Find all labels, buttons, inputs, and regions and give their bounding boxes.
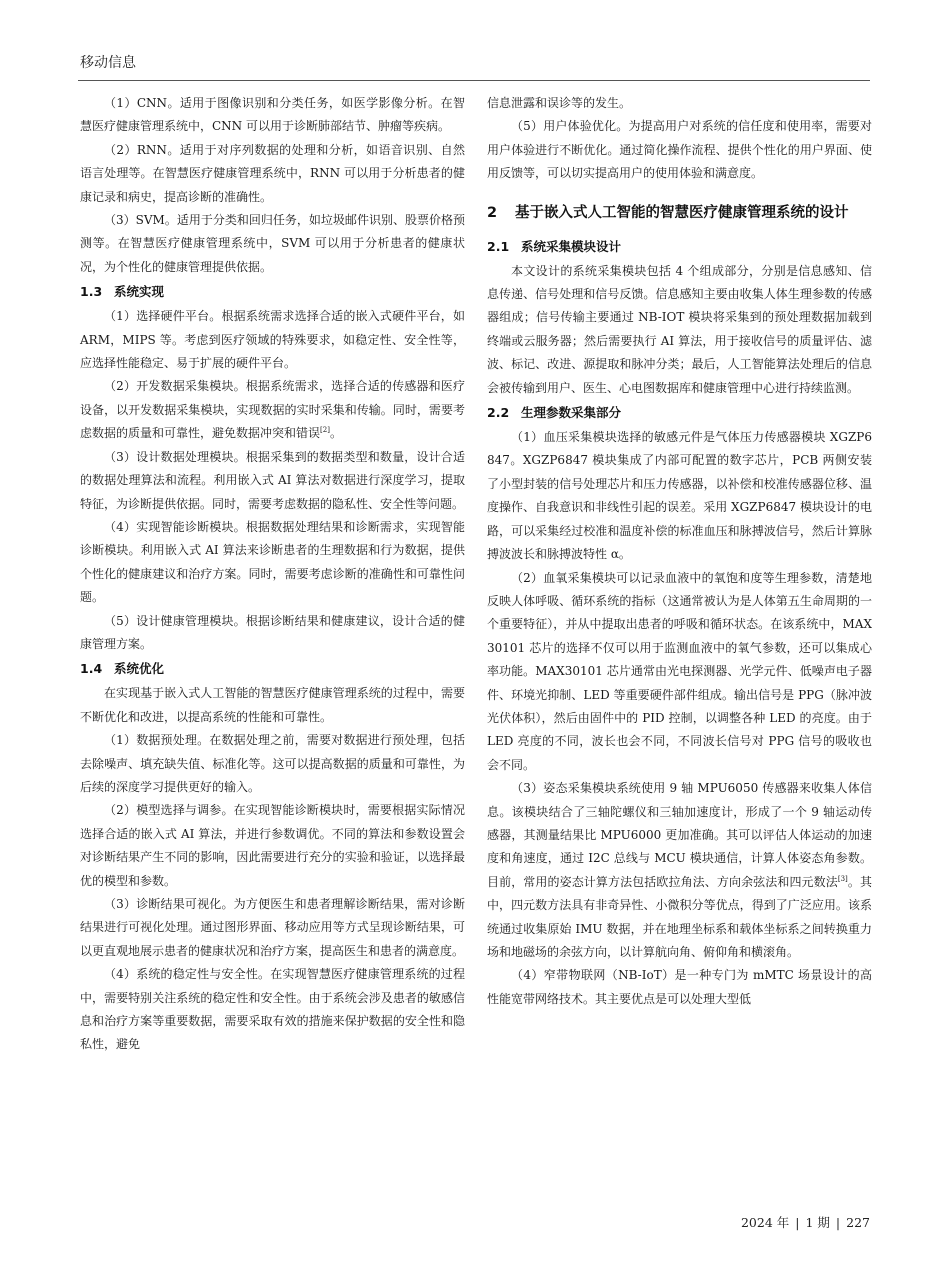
paragraph-2-2-1: （1）血压采集模块选择的敏感元件是气体压力传感器模块 XGZP6847。XGZP6847 模块集成了内部可配置的数字芯片，PCB 两侧安装了小型封装的信号处理芯片和压力传感器，以补偿和校准传感器位移、温度操作、自我意识和非线性引起的误差。采用 XGZP6847 模块设计的电路，可以采集经过校准和温度补偿的标准血压和脉搏波信号，然后计算脉搏波波长和脉搏波特性 α。 bbox=[487, 430, 872, 562]
citation-ref: [3] bbox=[837, 874, 848, 883]
paragraph-svm: （3）SVM。适用于分类和回归任务，如垃圾邮件识别、股票价格预测等。在智慧医疗健康管理系统中，SVM 可以用于分析患者的健康状况，为个性化的健康管理提供依据。 bbox=[80, 213, 465, 274]
paragraph-text: （3）姿态采集模块系统使用 9 轴 MPU6050 传感器来收集人体信息。该模块结合了三轴陀螺仪和三轴加速度计，形成了一个 9 轴运动传感器，其测量结果比 MPU6000 更加准确。其可以评估人体运动的加速度和角速度，通过 I2C 总线与 MCU 模块通信，计算人体姿态角参数。目前，常用的姿态计算方法包括欧拉角法、方向余弦法和四元数法 bbox=[487, 781, 872, 889]
paragraph-text-cont: 。其中，四元数方法具有非奇异性、小微积分等优点，得到了广泛应用。该系统通过收集原始 IMU 数据，并在地理坐标系和载体坐标系之间转换重力场和地磁场的余弦方向，以计算航向角、俯仰角和横滚角。 bbox=[487, 874, 872, 959]
section-number: 1.4 bbox=[80, 661, 103, 677]
paragraph-end: 。 bbox=[329, 426, 342, 441]
paragraph-1-4-3: （3）诊断结果可视化。为方便医生和患者理解诊断结果，需对诊断结果进行可视化处理。通过图形界面、移动应用等方式呈现诊断结果，可以更直观地展示患者的健康状况和治疗方案，提高医生和患者的满意度。 bbox=[80, 897, 465, 958]
paragraph-1-3-5: （5）设计健康管理模块。根据诊断结果和健康建议，设计合适的健康管理方案。 bbox=[80, 613, 465, 651]
paragraph-1-3-3: （3）设计数据处理模块。根据采集到的数据类型和数量，设计合适的数据处理算法和流程。利用嵌入式 AI 算法对数据进行深度学习，提取特征，为诊断提供依据。同时，需要考虑数据的隐私性、安全性等问题。 bbox=[80, 449, 465, 511]
footer-year: 2024 年 bbox=[740, 1215, 790, 1230]
section-number: 1.3 bbox=[80, 284, 103, 300]
header-rule bbox=[78, 80, 870, 81]
section-heading-1-4 bbox=[80, 656, 465, 682]
paragraph-2-2-4: （4）窄带物联网（NB-IoT）是一种专门为 mMTC 场景设计的高性能宽带网络技术。其主要优点是可以处理大型低 bbox=[487, 968, 872, 1006]
paragraph-continued: 信息泄露和误诊等的发生。 bbox=[487, 96, 632, 110]
journal-header: 移动信息 bbox=[80, 55, 136, 71]
paragraph-1-4-4: （4）系统的稳定性与安全性。在实现智慧医疗健康管理系统的过程中，需要特别关注系统的稳定性和安全性。由于系统会涉及患者的敏感信息和治疗方案等重要数据，需要采取有效的措施来保护数据的安全性和隐私性，避免 bbox=[80, 967, 465, 1052]
section-number: 2 bbox=[487, 204, 498, 221]
paragraph-2-2-3 bbox=[487, 777, 872, 964]
paragraph-1-4-2: （2）模型选择与调参。在实现智能诊断模块时，需要根据实际情况选择合适的嵌入式 AI 算法，并进行参数调优。不同的算法和参数设置会对诊断结果产生不同的影响，因此需要进行充分的实验和验证，以选择最优的模型和参数。 bbox=[80, 803, 465, 888]
paragraph-1-4-1: （1）数据预处理。在数据处理之前，需要对数据进行预处理，包括去除噪声、填充缺失值、标准化等。这可以提高数据的质量和可靠性，为后续的深度学习提供更好的输入。 bbox=[80, 733, 465, 794]
section-title: 基于嵌入式人工智能的智慧医疗健康管理系统的设计 bbox=[515, 204, 849, 221]
section-heading-1-3 bbox=[80, 279, 465, 305]
section-title: 系统优化 bbox=[114, 661, 165, 677]
paragraph-text: （2）开发数据采集模块。根据系统需求，选择合适的传感器和医疗设备，以开发数据采集模块，实现数据的实时采集和传输。同时，需要考虑数据的质量和可靠性，避免数据冲突和错误 bbox=[80, 379, 465, 441]
section-heading-2-2 bbox=[487, 400, 872, 426]
citation-ref: [2] bbox=[320, 426, 330, 435]
paragraph-2-1: 本文设计的系统采集模块包括 4 个组成部分，分别是信息感知、信息传递、信号处理和信号反馈。信息感知主要由收集人体生理参数的传感器组成；信号传输主要通过 NB-IOT 模块将采集到的预处理数据加载到终端或云服务器；然后需要执行 AI 算法，用于接收信号的质量评估、滤波、标记、改进、源提取和脉冲分类；最后，人工智能算法处理后的信息会被传输到用户、医生、心电图数据库和健康管理中心进行持续监测。 bbox=[487, 263, 872, 395]
section-title: 系统采集模块设计 bbox=[521, 238, 622, 254]
section-heading-2 bbox=[487, 200, 872, 226]
paragraph-2-2-2: （2）血氧采集模块可以记录血液中的氧饱和度等生理参数，清楚地反映人体呼吸、循环系统的指标（这通常被认为是人体第五生命周期的一个重要特征），并从中提取出患者的呼吸和循环状态。在该系统中，MAX30101 芯片的选择不仅可以用于监测血液中的氧气参数，还可以集成心率功能。MAX30101 芯片通常由光电探测器、光学元件、低噪声电子器件、环境光抑制、LED 等重要硬件部件组成。输出信号是 PPG（脉冲波光伏体积），然后由固件中的 PID 控制，以调整各种 LED 的亮度。由于 LED 亮度的不同，波长也会不同，不同波长信号对 PPG 信号的吸收也会不同。 bbox=[487, 570, 872, 772]
paragraph-1-3-1: （1）选择硬件平台。根据系统需求选择合适的嵌入式硬件平台，如 ARM，MIPS 等。考虑到医疗领域的特殊要求，如稳定性、安全性等，应选择性能稳定、易于扩展的硬件平台。 bbox=[80, 309, 465, 371]
right-column bbox=[487, 92, 872, 1011]
paragraph-1-4-intro: 在实现基于嵌入式人工智能的智慧医疗健康管理系统的过程中，需要不断优化和改进，以提高系统的性能和可靠性。 bbox=[80, 686, 465, 724]
paragraph-user-experience: （5）用户体验优化。为提高用户对系统的信任度和使用率，需要对用户体验进行不断优化。通过简化操作流程、提供个性化的用户界面、使用反馈等，可以切实提高用户的使用体验和满意度。 bbox=[487, 119, 872, 181]
section-title: 系统实现 bbox=[114, 284, 165, 300]
section-number: 2.1 bbox=[487, 238, 510, 254]
paragraph-1-3-2 bbox=[80, 375, 465, 445]
paragraph-1-3-4: （4）实现智能诊断模块。根据数据处理结果和诊断需求，实现智能诊断模块。利用嵌入式 AI 算法来诊断患者的生理数据和行为数据，提供个性化的健康建议和治疗方案。同时，需要考虑诊断的准确性和可靠性问题。 bbox=[80, 519, 465, 605]
footer-separator: | bbox=[795, 1215, 800, 1230]
paragraph-rnn: （2）RNN。适用于对序列数据的处理和分析，如语音识别、自然语言处理等。在智慧医疗健康管理系统中，RNN 可以用于分析患者的健康记录和病史，提高诊断的准确性。 bbox=[80, 142, 465, 204]
page-footer bbox=[741, 1213, 870, 1231]
page-number: 227 bbox=[846, 1215, 870, 1230]
section-title: 生理参数采集部分 bbox=[521, 405, 622, 421]
left-column bbox=[80, 92, 465, 1057]
section-heading-2-1 bbox=[487, 234, 872, 260]
footer-issue: 1 期 bbox=[805, 1215, 830, 1230]
section-number: 2.2 bbox=[487, 405, 510, 421]
paragraph-cnn: （1）CNN。适用于图像识别和分类任务，如医学影像分析。在智慧医疗健康管理系统中，CNN 可以用于诊断肺部结节、肿瘤等疾病。 bbox=[80, 96, 465, 134]
footer-separator: | bbox=[835, 1215, 841, 1230]
